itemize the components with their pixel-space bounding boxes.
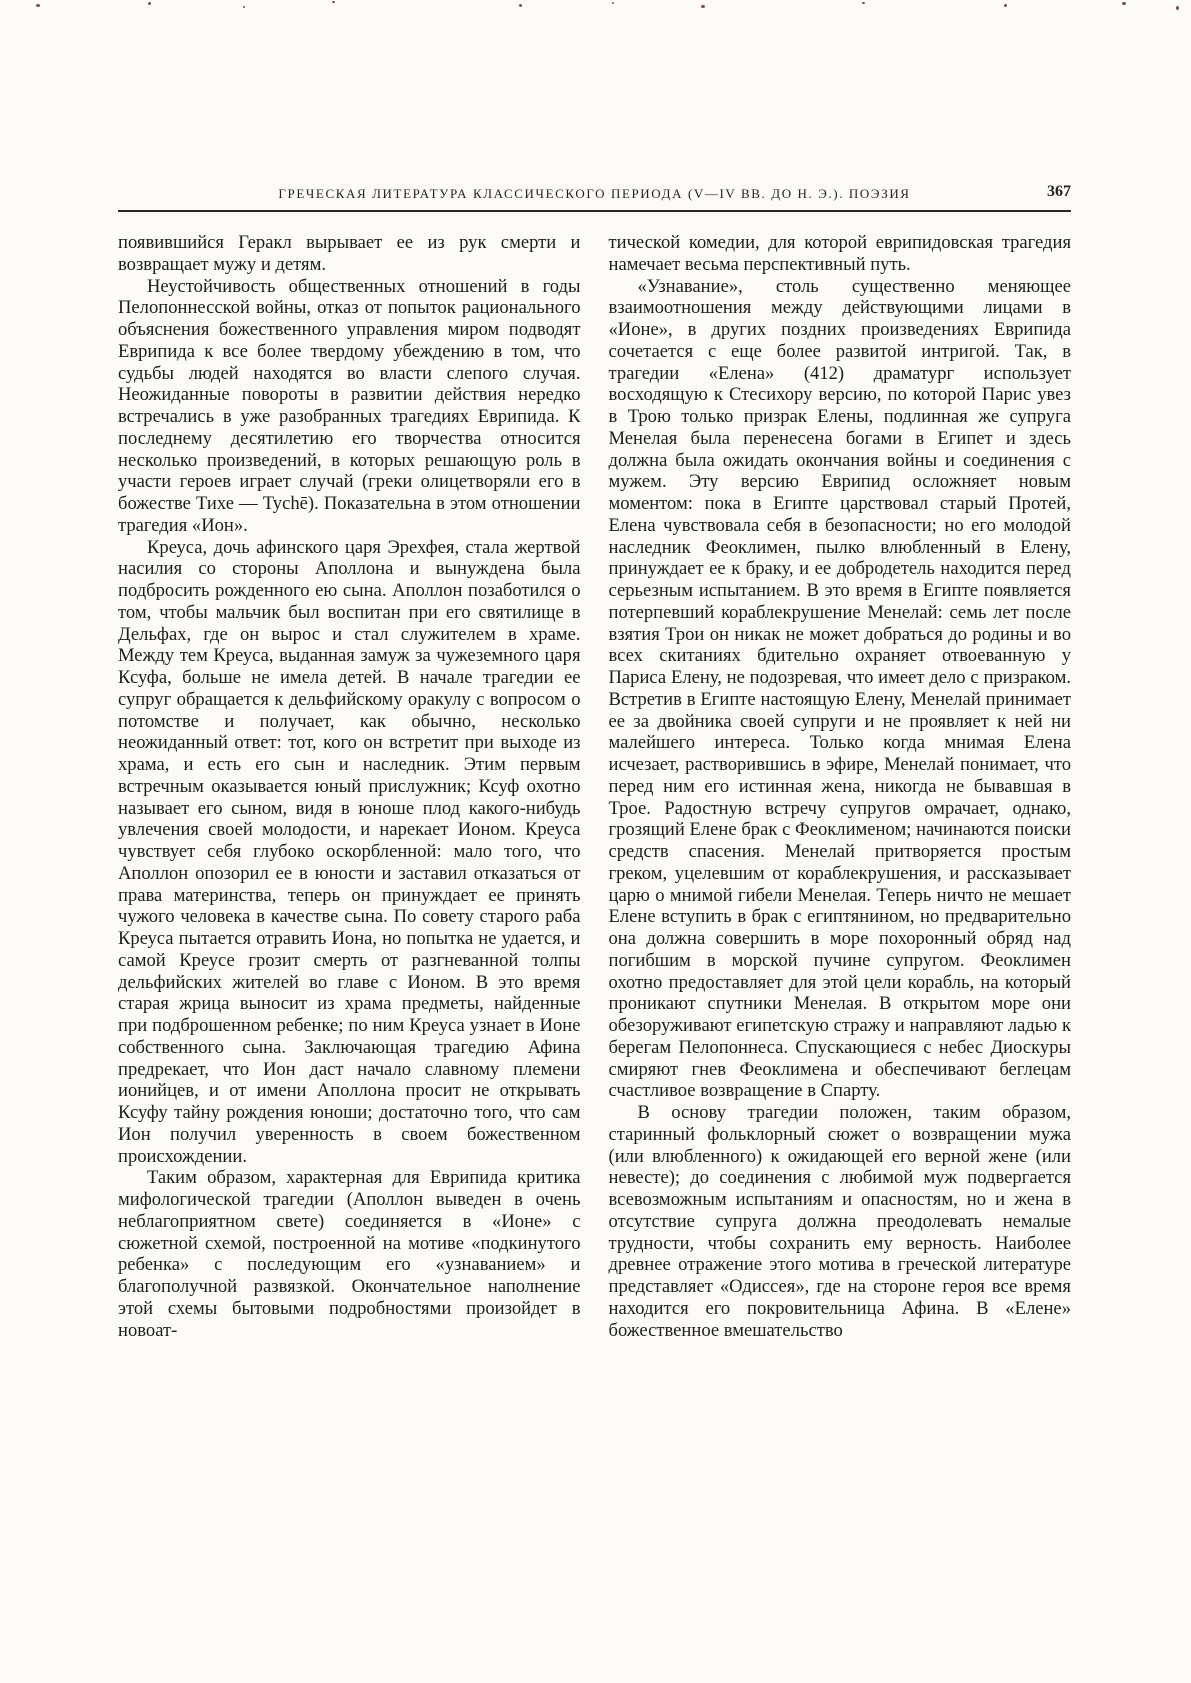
paragraph: Таким образом, характерная для Еврипида критика мифологической трагедии (Аполлон выведен в очень неблагоприятном свете) соединяется в «Ионе» с сюжетной схемой, построенной на мотиве «подкинутого ребенка» с последующим его «узнаванием» и благополучной развязкой. Окончательное наполнение этой схемы бытовыми подробностями произойдет в новоат- (118, 1167, 581, 1341)
running-title: ГРЕЧЕСКАЯ ЛИТЕРАТУРА КЛАССИЧЕСКОГО ПЕРИОДА (V—IV ВВ. ДО Н. Э.). ПОЭЗИЯ (278, 186, 911, 201)
left-column (118, 232, 581, 1341)
right-column (609, 232, 1072, 1341)
scan-speck (1004, 4, 1007, 7)
paragraph: появившийся Геракл вырывает ее из рук смерти и возвращает мужу и детям. (118, 232, 581, 275)
text-columns (118, 232, 1071, 1341)
paragraph: «Узнавание», столь существенно меняющее взаимоотношения между действующими лицами в «Ионе», в других поздних произведениях Еврипида сочетается с еще более развитой интригой. Так, в трагедии «Елена» (412) драматург использует восходящую к Стесихору версию, по которой Парис увез в Трою только призрак Елены, подлинная же супруга Менелая была перенесена богами в Египет и здесь должна была ожидать окончания войны и соединения с мужем. Эту версию Еврипид осложняет новым моментом: пока в Египте царствовал старый Протей, Елена чувствовала себя в безопасности; но его молодой наследник Феоклимен, пылко влюбленный в Елену, принуждает ее к браку, и ее добродетель находится перед серьезным испытанием. В это время в Египте появляется потерпевший кораблекрушение Менелай: семь лет после взятия Трои он никак не может добраться до родины и во всех скитаниях бдительно охраняет отвоеванную у Париса Елену, не подозревая, что имеет дело с призраком. Встретив в Египте настоящую Елену, Менелай принимает ее за двойника своей супруги и не проявляет к ней ни малейшего интереса. Только когда мнимая Елена исчезает, растворившись в эфире, Менелай понимает, что перед ним его истинная жена, никогда не бывавшая в Трое. Радостную встречу супругов омрачает, однако, грозящий Елене брак с Феоклименом; начинаются поиски средств спасения. Менелай притворяется простым греком, уцелевшим от кораблекрушения, и рассказывает царю о мнимой гибели Менелая. Теперь ничто не мешает Елене вступить в брак с египтянином, но предварительно она должна совершить в море похоронный обряд над погибшим в морской пучине супругом. Феоклимен охотно предоставляет для этой цели корабль, на который проникают спутники Менелая. В открытом море они обезоруживают египетскую стражу и направляют ладью к берегам Пелопоннеса. Спускающиеся с небес Диоскуры смиряют гнев Феоклимена и обеспечивают беглецам счастливое возвращение в Спарту. (608, 275, 1071, 1102)
scan-speck (36, 4, 40, 7)
scan-speck (332, 1, 335, 3)
paragraph: В основу трагедии положен, таким образом, старинный фольклорный сюжет о возвращении мужа (или влюбленного) к ожидающей его верной жене (или невесте); до соединения с любимой муж подвергается всевозможным испытаниям и опасностям, но и жена в отсутствие супруга должна преодолевать немалые трудности, чтобы сохранить ему верность. Наиболее древнее отражение этого мотива в греческой литературе представляет «Одиссея», где на стороне героя все время находится его покровительница Афина. В «Елене» божественное вмешательство (608, 1102, 1071, 1341)
header-rule (118, 210, 1071, 212)
paragraph: Креуса, дочь афинского царя Эрехфея, стала жертвой насилия со стороны Аполлона и вынуждена была подбросить рожденного ею сына. Аполлон позаботился о том, чтобы мальчик был воспитан при его святилище в Дельфах, где он вырос и стал служителем в храме. Между тем Креуса, выданная замуж за чужеземного царя Ксуфа, больше не имела детей. В начале трагедии ее супруг обращается к дельфийскому оракулу с вопросом о потомстве и получает, как обычно, несколько неожиданный ответ: тот, кого он встретит при выходе из храма, и есть его сын и наследник. Этим первым встречным оказывается юный прислужник; Ксуф охотно называет его сыном, видя в юноше плод какого-нибудь увлечения своей молодости, и нарекает Ионом. Креуса чувствует себя глубоко оскорбленной: мало того, что Аполлон опозорил ее в юности и заставил отказаться от права материнства, теперь он принуждает ее принять чужого человека в качестве сына. По совету старого раба Креуса пытается отравить Иона, но попытка не удается, и самой Креусе грозит смерть от разгневанной толпы дельфийских жителей во главе с Ионом. В это время старая жрица выносит из храма предметы, найденные при подброшенном ребенке; по ним Креуса узнает в Ионе собственного сына. Заключающая трагедию Афина предрекает, что Ион даст начало славному племени ионийцев, и от имени Аполлона просит не открывать Ксуфу тайну рождения юноши; достаточно того, что сам Ион получил уверенность в своем божественном происхождении. (118, 536, 581, 1167)
scan-speck (612, 2, 614, 4)
scan-speck (148, 2, 151, 5)
scan-speck (1176, 6, 1179, 10)
page-number: 367 (1047, 183, 1071, 200)
scan-speck (1122, 2, 1126, 5)
scan-speck (701, 5, 705, 8)
paragraph: Неустойчивость общественных отношений в годы Пелопоннесской войны, отказ от попыток рационального объяснения божественного управления миром подводят Еврипида к все более твердому убеждению в том, что судьбы людей находятся во власти слепого случая. Неожиданные повороты в развитии действия нередко встречались в уже разобранных трагедиях Еврипида. К последнему десятилетию его творчества относится несколько произведений, в которых решающую роль в участи героев играет случай (греки олицетворяли его в божестве Тихе — Tychē). Показательна в этом отношении трагедия «Ион». (118, 275, 581, 536)
scan-speck (862, 2, 865, 4)
paragraph: тической комедии, для которой еврипидовская трагедия намечает весьма перспективный путь. (608, 232, 1071, 275)
page-header (118, 183, 1071, 202)
scan-speck (519, 4, 522, 7)
page-content (118, 183, 1071, 1341)
scan-speck (243, 6, 245, 8)
